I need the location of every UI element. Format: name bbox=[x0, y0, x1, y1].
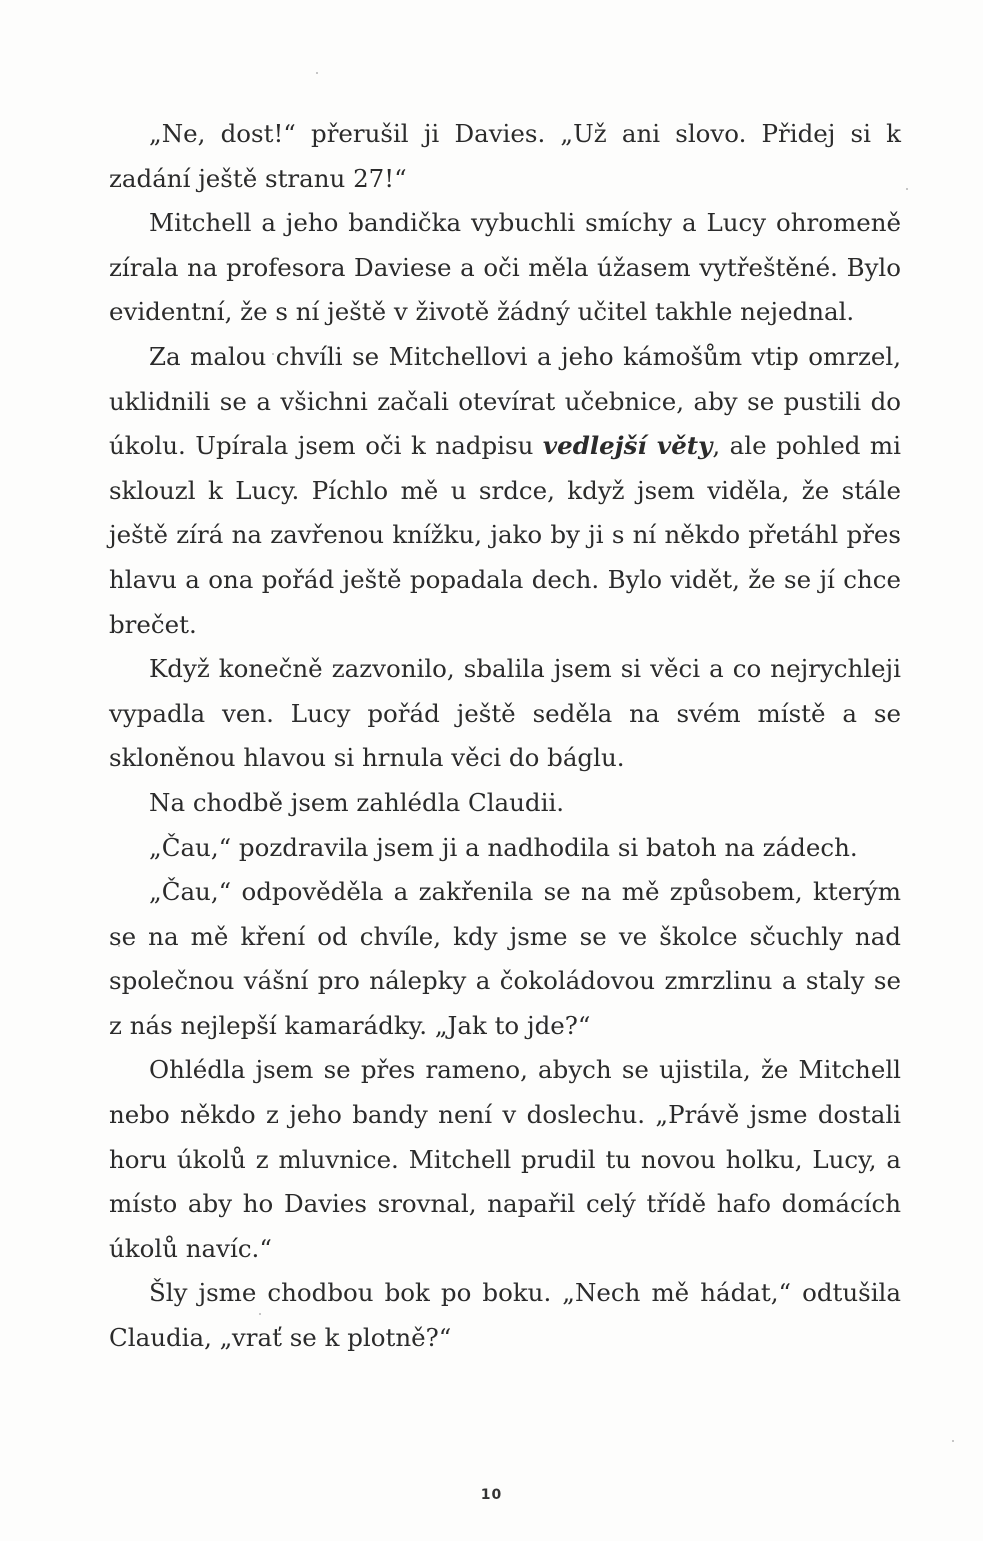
paragraph-3 bbox=[109, 335, 901, 647]
paragraph-4: Když konečně zazvonilo, sbalila jsem si věci a co nejrychleji vypadla ven. Lucy pořád ještě seděla na svém místě a se skloněnou hlavou si hrnula věci do báglu. bbox=[109, 654, 901, 773]
paragraph-6: „Čau,“ pozdravila jsem ji a nadhodila si batoh na zádech. bbox=[149, 832, 858, 862]
paragraph-2: Mitchell a jeho bandička vybuchli smíchy a Lucy ohromeně zírala na profesora Daviese a oči měla úžasem vytřeštěné. Bylo evidentní, že s ní ještě v životě žádný učitel takhle nejednal. bbox=[109, 208, 901, 327]
paragraph-7: „Čau,“ odpověděla a zakřenila se na mě způsobem, kterým se na mě kření od chvíle, kdy jsme se ve školce sčuchly nad společnou vášní pro nálepky a čokoládovou zmrzlinu a staly se z nás nejlepší kamarádky. „Jak to jde?“ bbox=[109, 877, 901, 1040]
scan-speck bbox=[316, 72, 318, 74]
page-number: 10 bbox=[480, 1487, 503, 1503]
scan-speck bbox=[906, 188, 908, 190]
paragraph-9: Šly jsme chodbou bok po boku. „Nech mě hádat,“ odtušila Claudia, „vrať se k plotně?“ bbox=[109, 1278, 901, 1353]
paragraph-3-start: Za malou chvíli se Mitchellovi a jeho kámošům vtip omrzel, uklidnili se a všichni začali otevírat učebnice, aby se pustili do úkolu. Upírala jsem oči k nadpisu bbox=[109, 341, 901, 461]
paragraph-3-end: , ale pohled mi sklouzl k Lucy. Píchlo mě u srdce, když jsem viděla, že stále ještě zírá na zavřenou knížku, jako by ji s ní někdo přetáhl přes hlavu a ona pořád ještě popadala dech. Bylo vidět, že se jí chce brečet. bbox=[109, 431, 901, 639]
paragraph-8: Ohlédla jsem se přes rameno, abych se ujistila, že Mitchell nebo někdo z jeho bandy není v doslechu. „Právě jsme dostali horu úkolů z mluvnice. Mitchell prudil tu novou holku, Lucy, a místo aby ho Davies srovnal, napařil celý třídě hafo domácích úkolů navíc.“ bbox=[109, 1055, 901, 1263]
body-text bbox=[109, 112, 901, 1361]
paragraph-5: Na chodbě jsem zahlédla Claudii. bbox=[149, 787, 565, 817]
paragraph-1: „Ne, dost!“ přerušil ji Davies. „Už ani slovo. Přidej si k zadání ještě stranu 27!“ bbox=[109, 119, 901, 193]
scan-speck bbox=[952, 1440, 954, 1442]
emphasis-vedlejsi-vety: vedlejší věty bbox=[542, 431, 713, 461]
